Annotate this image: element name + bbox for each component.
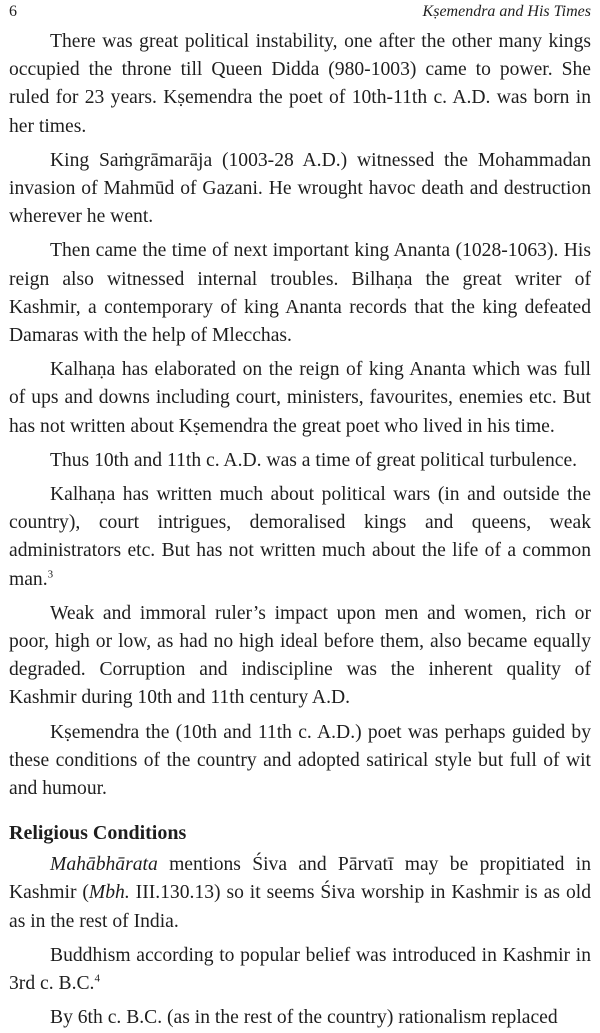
paragraph [9, 942, 591, 998]
paragraph [9, 851, 591, 936]
paragraph [9, 447, 591, 475]
paragraph-text: Then came the time of next important king Ananta (1028-1063). His reign also witnessed internal troubles. Bilhaṇa the great writer of Kashmir, a contemporary of king Ananta records that the king defeated Damaras with the help of Mlecchas. [9, 240, 591, 347]
page-number: 6 [9, 3, 17, 20]
paragraph-text: Kalhaṇa has elaborated on the reign of king Ananta which was full of ups and downs including court, ministers, favourites, enemies etc. But has not written about Kṣemendra the great poet who lived in his time. [9, 359, 591, 437]
footnote-marker: 3 [47, 568, 54, 581]
running-title: Kṣemendra and His Times [422, 3, 591, 20]
paragraph [9, 356, 591, 441]
paragraph-text: By 6th c. B.C. (as in the rest of the country) rationalism replaced [50, 1007, 558, 1029]
paragraph-text: Kalhaṇa has written much about political wars (in and outside the country), court intrigues, demoralised kings and queens, weak administrators etc. But has not written much about the life of a common man. [9, 484, 591, 590]
paragraph [9, 719, 591, 804]
paragraph-text: III.130.13) so it seems Śiva worship in Kashmir is as old as in the rest of India. [9, 882, 591, 932]
paragraph [9, 1004, 591, 1032]
paragraph-text: Kṣemendra the (10th and 11th c. A.D.) poet was perhaps guided by these conditions of the country and adopted satirical style but full of wit and humour. [9, 721, 591, 800]
paragraph-text: Thus 10th and 11th c. A.D. was a time of great political turbulence. [50, 449, 578, 471]
paragraph-text: Weak and immoral ruler’s impact upon men and women, rich or poor, high or low, as had no high ideal before them, also became equally degraded. Corruption and indiscipline was the inherent quality of Kashmir during 10th and 11th century A.D. [9, 602, 591, 709]
page-header [9, 0, 591, 28]
body-text [9, 28, 591, 1033]
paragraph [9, 600, 591, 713]
paragraph-text: King Saṁgrāmarāja (1003-28 A.D.) witnessed the Mohammadan invasion of Mahmūd of Gazani. He wrought havoc death and destruction wherever he went. [9, 149, 591, 228]
paragraph [9, 147, 591, 232]
paragraph [9, 28, 591, 141]
paragraph-text: There was great political instability, one after the other many kings occupied the throne till Queen Didda (980-1003) came to power. She ruled for 23 years. Kṣemendra the poet of 10th-11th c. A.D. was born in her times. [9, 31, 591, 137]
paragraph [9, 481, 591, 594]
book-title: Mahābhārata [50, 854, 158, 876]
section-heading: Religious Conditions [9, 822, 187, 845]
paragraph-text: mentions Śiva and Pārvatī may be propitiated in Kashmir ( [9, 854, 591, 904]
footnote-marker: 4 [94, 972, 100, 985]
paragraph-text: Buddhism according to popular belief was introduced in Kashmir in 3rd c. B.C. [9, 944, 591, 995]
abbreviation: Mbh. [88, 882, 130, 904]
paragraph [9, 237, 591, 350]
